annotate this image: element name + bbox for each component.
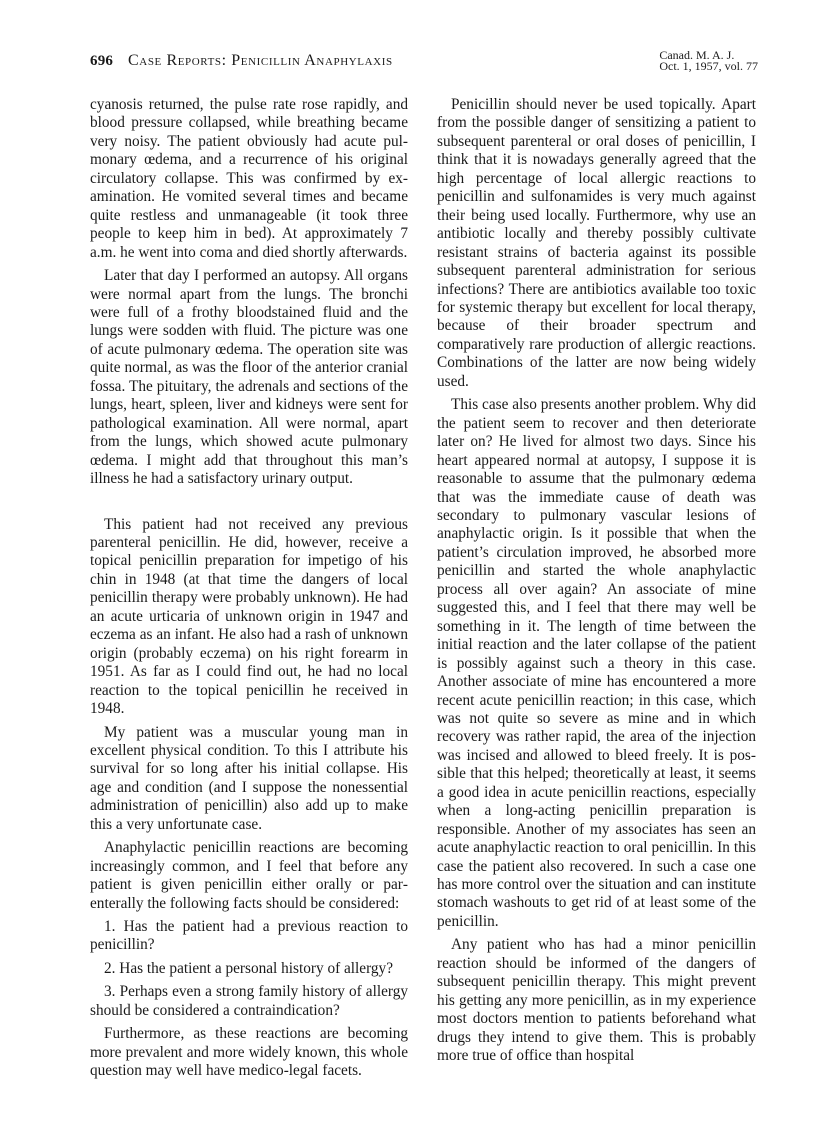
paragraph: This patient had not received any previous parenteral penicillin. He did, however, receive a topical penicillin preparation for impetigo of his chin in 1948 (at that time the dangers of local penicillin therapy were probably unknown). He had an acute urticaria of unknown origin in 1947 and eczema as an infant. He also had a rash of unknown origin (probably eczema) on his right forearm in 1951. As far as I could find out, he had no local reaction to the topical penicillin he received in 1948. [90,515,408,718]
left-column [90,96,408,1086]
paragraph: Any patient who has had a minor penicillin reaction should be informed of the dangers of subsequent penicillin therapy. This might prevent his getting any more penicillin, as in my experience most doctors mention to patients beforehand what drugs they intend to give them. This is probably more true of office than hospital [437,936,756,1065]
paragraph: Furthermore, as these reactions are becoming more prevalent and more widely known, this whole question may well have medico-legal facets. [90,1025,408,1080]
journal-citation [659,50,758,72]
paragraph: My patient was a muscular young man in excellent physical condition. To this I attribute his survival for so long after his initial collapse. His age and condition (and I suppose the nonessential administration of penicillin) also add up to make this a very unfortunate case. [90,723,408,833]
paragraph: cyanosis returned, the pulse rate rose rapidly, and blood pressure collapsed, while breathing became very noisy. The patient obviously had acute pulmonary œdema, and a recurrence of his original circulatory collapse. This was confirmed by examination. He vomited several times and became quite restless and unmanageable (it took three people to keep him in bed). At approximately 7 a.m. he went into coma and died shortly afterwards. [90,96,408,261]
page-number: 696 [90,53,114,69]
page-header [90,50,758,80]
right-column [437,96,756,1071]
running-title: Case Reports: Penicillin Anaphylaxis [128,52,393,69]
list-item: 2. Has the patient a personal history of allergy? [104,959,393,977]
paragraph: Penicillin should never be used topically. Apart from the possible danger of sensitizing a patient to subsequent parenteral or oral doses of penicillin, I think that it is nowadays generally agreed that the high percentage of local allergic reactions to penicillin and sulfonamides is very much against their being used locally. Furthermore, why use an antibiotic locally and thereby possibly cultivate resistant strains of bacteria against its possible subsequent parenteral administration for serious infections? There are antibiotics available too toxic for systemic therapy but excellent for local therapy, because of their broader spectrum and comparatively rare production of allergic reactions. Combinations of the latter are now being widely used. [437,96,756,390]
list-item: 3. Perhaps even a strong family history of allergy should be considered a contraindication? [90,983,408,1019]
journal-name: Canad. M. A. J. [659,48,735,62]
journal-issue: Oct. 1, 1957, vol. 77 [659,59,758,73]
paragraph: Later that day I performed an autopsy. All organs were normal apart from the lungs. The bronchi were full of a frothy bloodstained fluid and the lungs were sodden with fluid. The picture was one of acute pulmonary œdema. The operation site was quite normal, as was the floor of the anterior cranial fossa. The pituitary, the adrenals and sections of the lungs, heart, spleen, liver and kidneys were sent for pathological examination. All were normal, apart from the lungs, which showed acute pulmonary œdema. I might add that throughout this man’s illness he had a satisfactory urinary output. [90,267,408,488]
paragraph: Anaphylactic penicillin reactions are becoming increasingly common, and I feel that before any patient is given penicillin either orally or parenterally the following facts should be considered: [90,839,408,912]
list-item: 1. Has the patient had a previous reaction to penicillin? [90,918,408,954]
paragraph: This case also presents another problem. Why did the patient seem to recover and then deteriorate later on? He lived for almost two days. Since his heart appeared normal at autopsy, I suppose it is reasonable to assume that the pulmonary œdema that was the immediate cause of death was secondary to pulmonary vascular lesions of anaphylactic origin. Is it possible that when the patient’s circulation improved, he absorbed more penicillin and started the whole anaphylactic process all over again? An associate of mine suggested this, and I feel that there may well be something in it. The length of time between the initial reaction and the later collapse of the patient is possibly against such a theory in this case. Another associate of mine has encountered a more recent acute penicillin reaction; in this case, which was not quite so severe as mine and in which recovery was rather rapid, the area of the injection was incised and allowed to bleed freely. It is possible that this helped; theoretically at least, it seems a good idea in acute penicillin reactions, especially when a long-acting penicillin preparation is responsible. Another of my associates has seen an acute anaphylactic reaction to oral penicillin. In this case the patient also recovered. In such a case one has more control over the situation and can institute stomach washouts to get rid of at least some of the penicillin. [437,396,756,930]
